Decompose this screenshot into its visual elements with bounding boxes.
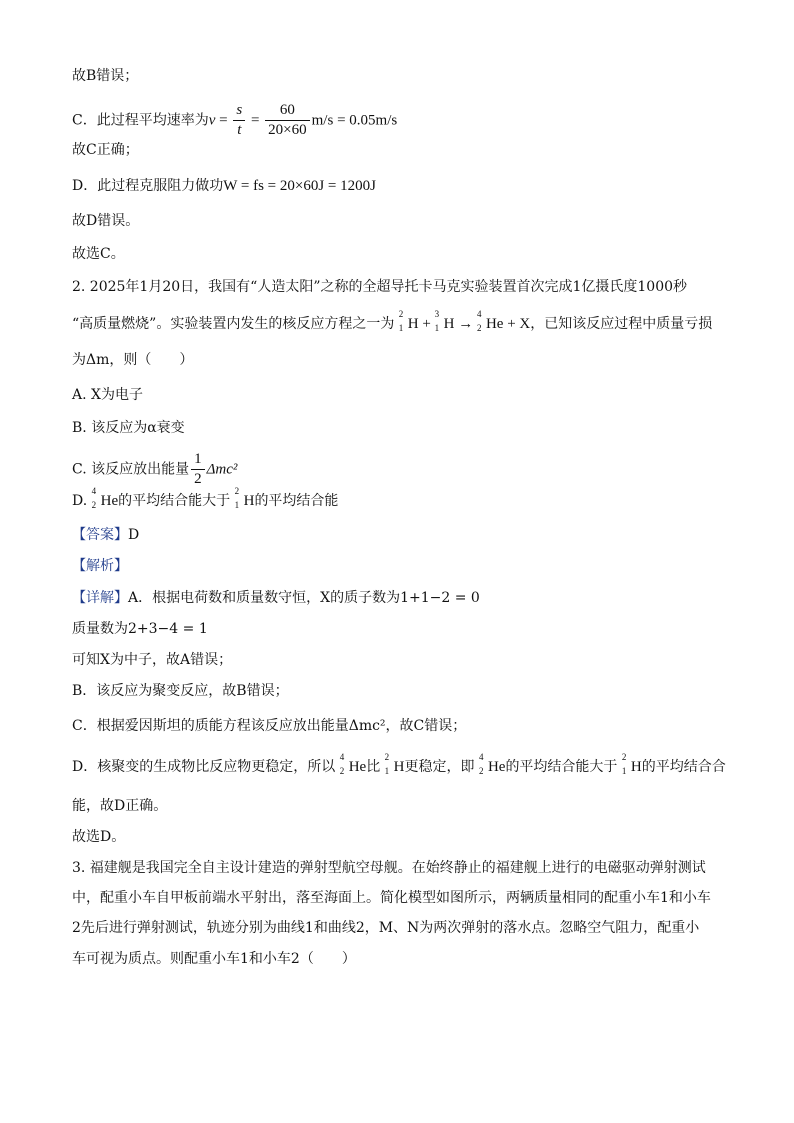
element-symbol: He (485, 316, 504, 332)
atomic-number: 1 (234, 500, 240, 510)
line-text: 质量数为2+3−4 = 1 (72, 621, 208, 637)
answer-tag: 【答案】 (72, 527, 128, 543)
mass-number: 4 (476, 309, 482, 319)
element-symbol: H (407, 316, 419, 332)
fraction-denominator: t (237, 122, 242, 138)
analysis-tag: 【解析】 (72, 558, 128, 574)
option-d (72, 486, 734, 511)
atomic-number: 2 (91, 500, 97, 510)
line-text: 中，配重小车自甲板前端水平射出，落至海面上。简化模型如图所示，两辆质量相同的配重小车1和小车 (72, 890, 711, 906)
answer-value: D (128, 527, 140, 543)
option-text: B. 该反应为α衰变 (72, 420, 185, 436)
option-text: C. 该反应放出能量 (72, 461, 190, 478)
element-symbol: He (487, 759, 506, 775)
line-text: 的平均结合能大于 (505, 759, 618, 775)
helium-nuclide (91, 486, 119, 511)
line-text: 3. 福建舰是我国完全自主设计建造的弹射型航空母舰。在始终静止的福建舰上进行的电磁驱动弹射测试 (72, 860, 706, 876)
text-line (72, 716, 734, 736)
reaction-equation-line (72, 309, 734, 334)
deuterium-nuclide (234, 486, 255, 511)
velocity-symbol: v (208, 112, 216, 129)
helium-nuclide (476, 309, 504, 334)
line-text: B．该反应为聚变反应，故B错误； (72, 683, 289, 699)
line-text: 可知X为中子，故A错误； (72, 652, 233, 668)
line-text: 故C正确； (72, 142, 139, 158)
line-text: 的平均结合合 (641, 759, 726, 775)
line-text: 更稳定，即 (404, 759, 475, 775)
answer-line (72, 525, 734, 545)
line-text: “高质量燃烧”。实验装置内发生的核反应方程之一为 (72, 316, 395, 332)
line-text: 故选D。 (72, 829, 126, 845)
text-line (72, 949, 734, 969)
plus-sign: + (418, 316, 435, 332)
mass-number: 4 (339, 752, 345, 762)
line-text: C．根据爱因斯坦的质能方程该反应放出能量Δmc²，故C错误； (72, 718, 467, 734)
line-text: D．此过程克服阻力做功 (72, 178, 224, 194)
line-text: 故D错误。 (72, 213, 140, 229)
line-text: 能，故D正确。 (72, 798, 168, 814)
detail-tag: 【详解】 (72, 590, 128, 606)
atomic-number: 1 (398, 323, 404, 333)
text-line (72, 650, 734, 670)
speed-result: m/s = 0.05m/s (311, 112, 398, 129)
atomic-number: 2 (476, 323, 482, 333)
element-symbol: He (100, 493, 119, 509)
fraction-numerator: 1 (191, 452, 205, 470)
s-over-t-fraction (233, 103, 245, 138)
option-c (72, 452, 734, 487)
deuterium-nuclide (621, 752, 642, 777)
text-line (72, 66, 734, 86)
question-3-stem (72, 858, 734, 878)
equals-sign: = (247, 112, 264, 129)
atomic-number: 1 (621, 766, 627, 776)
half-fraction (191, 452, 205, 487)
text-line (72, 619, 734, 639)
element-symbol: H (630, 759, 642, 775)
mass-number: 2 (398, 309, 404, 319)
mass-number: 2 (234, 486, 240, 496)
energy-expression: Δmc² (206, 461, 238, 478)
line-text: D．核聚变的生成物比反应物更稳定，所以 (72, 759, 336, 775)
speed-fraction (265, 103, 309, 138)
text-line (72, 140, 734, 160)
element-symbol: H (243, 493, 255, 509)
element-symbol: H (443, 316, 455, 332)
option-b (72, 418, 734, 438)
element-symbol: He (348, 759, 367, 775)
atomic-number: 2 (339, 766, 345, 776)
text-line (72, 827, 734, 847)
work-equation: W = fs = 20×60J = 1200J (223, 178, 376, 194)
text-line (72, 211, 734, 231)
tritium-nuclide (434, 309, 455, 334)
mass-number: 4 (478, 752, 484, 762)
atomic-number: 1 (434, 323, 440, 333)
text-line (72, 796, 734, 816)
detail-line (72, 588, 734, 608)
mass-number: 2 (621, 752, 627, 762)
question-2-stem (72, 277, 734, 297)
work-equation-line (72, 176, 734, 196)
line-text: 车可视为质点。则配重小车1和小车2（ ） (72, 951, 356, 967)
text-line (72, 888, 734, 908)
line-text: 比 (366, 759, 381, 775)
text-line (72, 350, 734, 370)
line-text: 2. 2025年1月20日，我国有“人造太阳”之称的全超导托卡马克实验装置首次完成1亿摄氏度1000秒 (72, 279, 688, 295)
line-text: 为Δm，则（ ） (72, 352, 194, 368)
text-line (72, 681, 734, 701)
line-text: A．根据电荷数和质量数守恒，X的质子数为1+1−2 = 0 (128, 590, 480, 606)
line-text: ，已知该反应过程中质量亏损 (530, 316, 713, 332)
fraction-numerator: 60 (265, 103, 309, 121)
deuterium-nuclide (384, 752, 405, 777)
mass-number: 4 (91, 486, 97, 496)
fraction-denominator: 2 (194, 471, 202, 487)
option-text: A. X为电子 (72, 387, 143, 403)
reaction-arrow: → (454, 316, 477, 332)
option-text: 的平均结合能 (254, 493, 339, 509)
line-text: 故选C。 (72, 246, 125, 262)
deuterium-nuclide (398, 309, 419, 334)
option-a (72, 385, 734, 405)
text-line (72, 244, 734, 264)
equals-sign: = (215, 112, 232, 129)
helium-nuclide (478, 752, 506, 777)
atomic-number: 1 (384, 766, 390, 776)
mass-number: 2 (384, 752, 390, 762)
atomic-number: 2 (478, 766, 484, 776)
line-text: 故B错误； (72, 68, 139, 84)
option-text: D. (72, 493, 88, 509)
line-text: 2先后进行弹射测试，轨迹分别为曲线1和曲线2，M、N为两次弹射的落水点。忽略空气阻力，配重小 (72, 920, 700, 936)
unknown-particle: + X (503, 316, 531, 332)
text-line (72, 918, 734, 938)
speed-equation-line (72, 103, 734, 138)
option-text: 的平均结合能大于 (118, 493, 231, 509)
mass-number: 3 (434, 309, 440, 319)
element-symbol: H (393, 759, 405, 775)
detail-d-line (72, 752, 734, 777)
fraction-denominator: 20×60 (268, 122, 307, 138)
helium-nuclide (339, 752, 367, 777)
line-text: C．此过程平均速率为 (72, 112, 209, 129)
analysis-line (72, 556, 734, 576)
fraction-numerator: s (233, 103, 245, 121)
